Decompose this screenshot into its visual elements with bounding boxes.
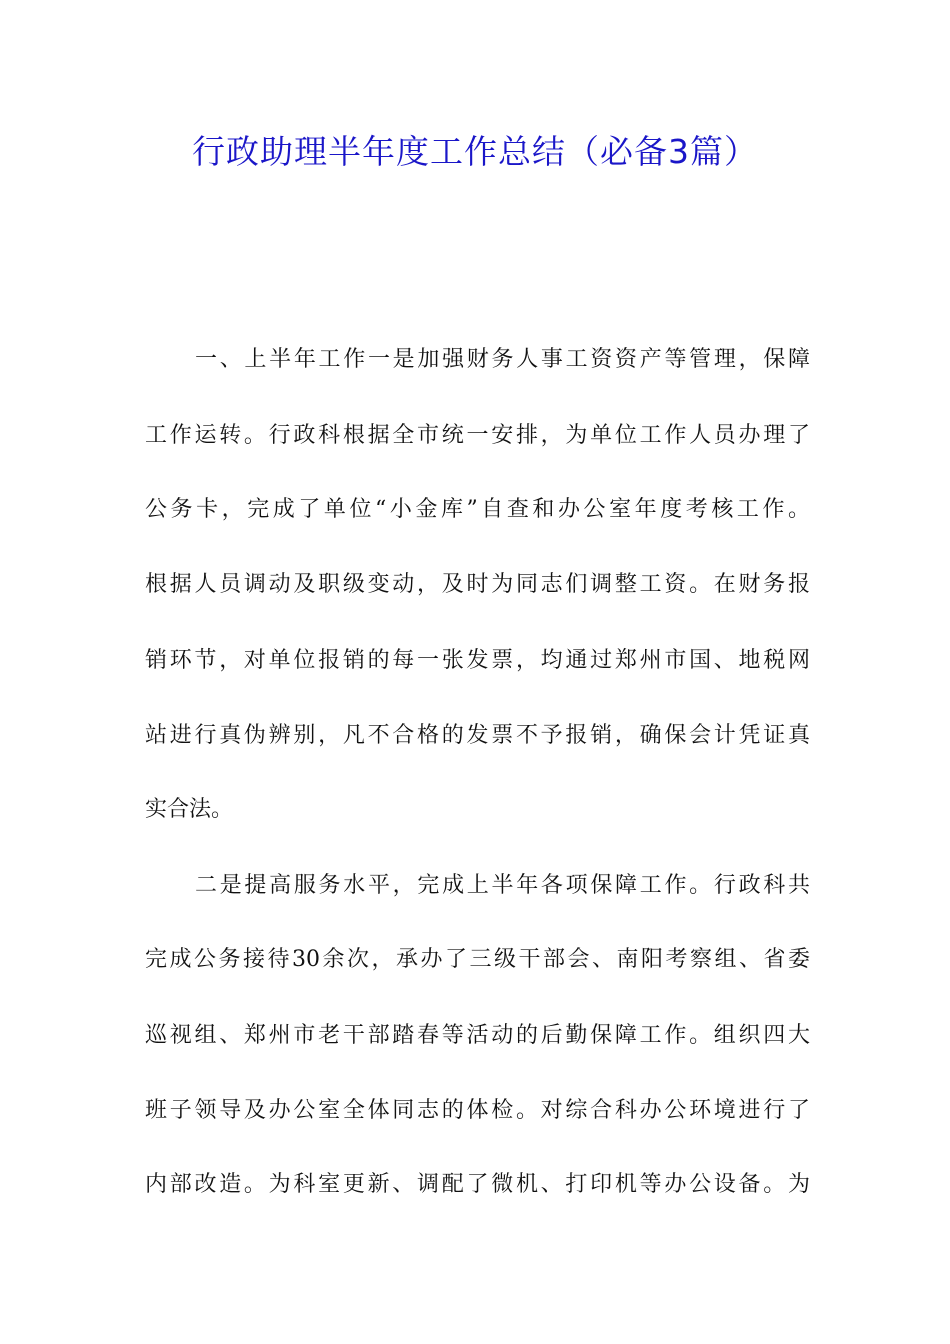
paragraph-1-line-1: 一、上半年工作一是加强财务人事工资资产等管理，保障 <box>195 347 810 372</box>
paragraph-2-line-1: 二是提高服务水平，完成上半年各项保障工作。行政科共 <box>195 873 810 898</box>
paragraph-1-line-7: 实合法。 <box>145 797 234 822</box>
paragraph-1-line-4: 根据人员调动及职级变动，及时为同志们调整工资。在财务报 <box>145 572 810 597</box>
paragraph-1-line-3: 公务卡，完成了单位“小金库”自查和办公室年度考核工作。 <box>145 497 810 522</box>
paragraph-1-line-2: 工作运转。行政科根据全市统一安排，为单位工作人员办理了 <box>145 423 810 448</box>
paragraph-1-line-6: 站进行真伪辨别，凡不合格的发票不予报销，确保会计凭证真 <box>145 723 810 748</box>
paragraph-2-line-4: 班子领导及办公室全体同志的体检。对综合科办公环境进行了 <box>145 1098 810 1123</box>
document-title: 行政助理半年度工作总结（必备3篇） <box>192 132 758 171</box>
paragraph-2-line-2: 完成公务接待30余次，承办了三级干部会、南阳考察组、省委 <box>145 947 810 972</box>
paragraph-2-line-5: 内部改造。为科室更新、调配了微机、打印机等办公设备。为 <box>145 1172 810 1197</box>
paragraph-1-line-5: 销环节，对单位报销的每一张发票，均通过郑州市国、地税网 <box>145 648 810 673</box>
paragraph-2-line-3: 巡视组、郑州市老干部踏春等活动的后勤保障工作。组织四大 <box>145 1023 810 1048</box>
